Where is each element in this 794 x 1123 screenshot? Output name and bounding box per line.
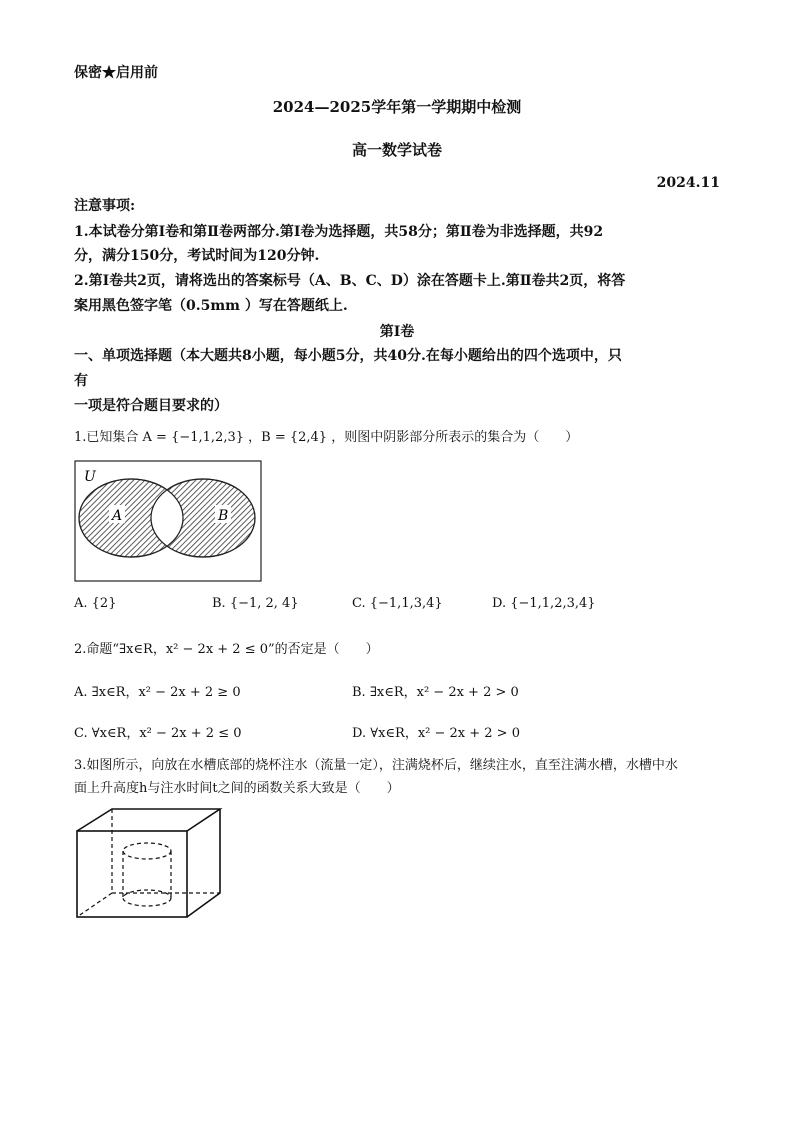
section-heading-c: 一项是符合题目要求的） bbox=[74, 398, 228, 414]
question-2-option-b: B. ∃x∈R，x² − 2x + 2 > 0 bbox=[352, 685, 519, 700]
question-1-option-c: C. {−1,1,3,4} bbox=[352, 596, 443, 611]
exam-subtitle: 高一数学试卷 bbox=[351, 141, 442, 159]
notice-line-1a: 1.本试卷分第Ⅰ卷和第Ⅱ卷两部分.第Ⅰ卷为选择题，共58分；第Ⅱ卷为非选择题，共92 bbox=[74, 224, 604, 240]
notice-line-2a: 2.第Ⅰ卷共2页，请将选出的答案标号（A、B、C、D）涂在答题卡上.第Ⅱ卷共2页，将答 bbox=[74, 273, 626, 289]
question-2-option-d: D. ∀x∈R，x² − 2x + 2 > 0 bbox=[352, 726, 520, 741]
notice-line-2b: 案用黑色签字笔（0.5mm ）写在答题纸上. bbox=[74, 298, 348, 314]
notice-heading: 注意事项: bbox=[74, 198, 136, 214]
question-2-option-a: A. ∃x∈R，x² − 2x + 2 ≥ 0 bbox=[74, 685, 241, 700]
exam-date: 2024.11 bbox=[656, 175, 720, 191]
part-title: 第Ⅰ卷 bbox=[379, 324, 415, 340]
water-tank-diagram bbox=[74, 806, 224, 922]
question-2-option-c: C. ∀x∈R，x² − 2x + 2 ≤ 0 bbox=[74, 726, 242, 741]
tank-right-face bbox=[187, 809, 220, 917]
section-heading-b: 有 bbox=[74, 373, 88, 389]
venn-diagram bbox=[74, 460, 262, 584]
notice-line-1b: 分，满分150分，考试时间为120分钟. bbox=[74, 248, 320, 264]
question-1-option-a: A. {2} bbox=[74, 596, 117, 611]
question-1-text: 1.已知集合 A = {−1,1,2,3} ，B = {2,4} ，则图中阴影部分所表示的集合为（ ） bbox=[74, 430, 579, 445]
question-1-option-b: B. {−1, 2, 4} bbox=[212, 596, 299, 611]
tank-top-face bbox=[77, 809, 220, 831]
venn-label-u: U bbox=[84, 469, 96, 485]
exam-title: 2024—2025学年第一学期期中检测 bbox=[272, 98, 522, 116]
venn-label-b: B bbox=[218, 508, 229, 524]
confidential-label: 保密★启用前 bbox=[74, 65, 158, 81]
question-2-text: 2.命题“∃x∈R，x² − 2x + 2 ≤ 0”的否定是（ ） bbox=[74, 642, 379, 657]
question-1-option-d: D. {−1,1,2,3,4} bbox=[492, 596, 596, 611]
beaker-top bbox=[123, 843, 171, 859]
question-3-text-b: 面上升高度h与注水时间t之间的函数关系大致是（ ） bbox=[74, 781, 400, 796]
question-3-text-a: 3.如图所示，向放在水槽底部的烧杯注水（流量一定），注满烧杯后，继续注水，直至注满水槽，水槽中水 bbox=[74, 758, 678, 773]
section-heading-a: 一、单项选择题（本大题共8小题，每小题5分，共40分.在每小题给出的四个选项中，只 bbox=[74, 348, 622, 364]
venn-label-a: A bbox=[112, 508, 123, 524]
